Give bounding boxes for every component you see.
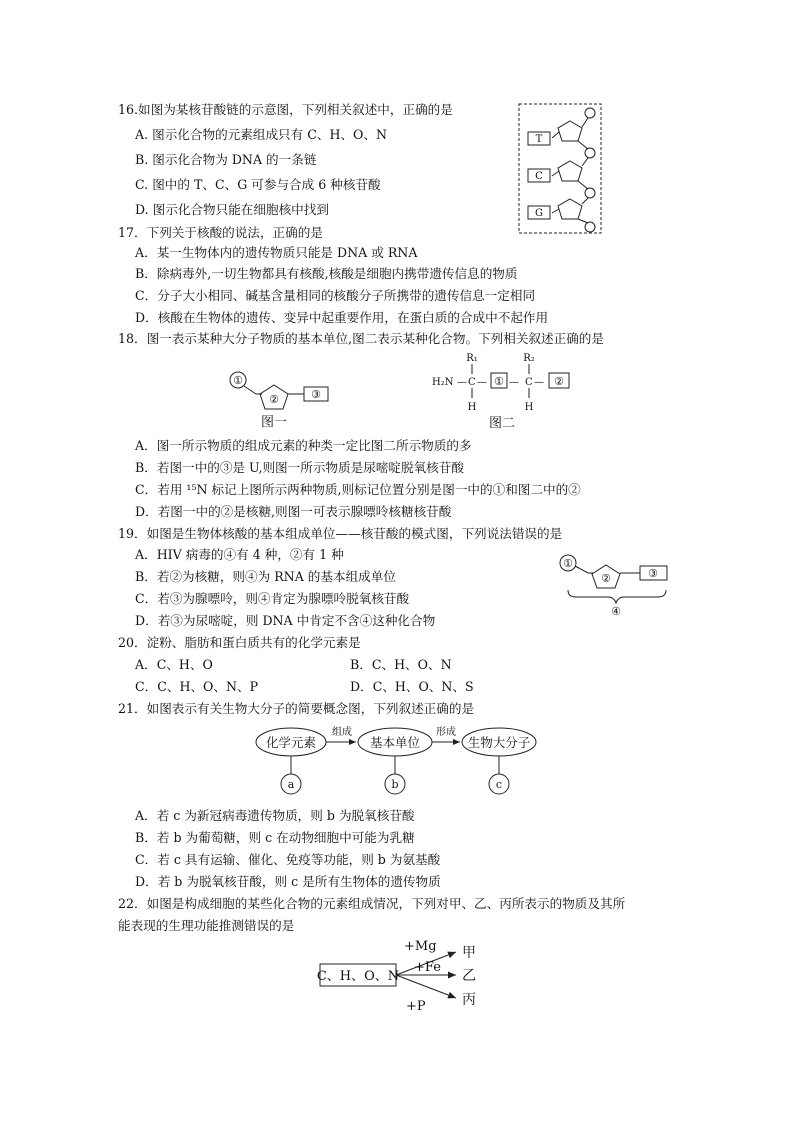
- q21-stem: 21．如图表示有关生物大分子的简要概念图，下列叙述正确的是: [118, 701, 475, 716]
- fig1-caption: 图一: [260, 415, 288, 430]
- plus-fe-label: +Fe: [414, 960, 441, 975]
- q16-nucleotide-chain-figure: [518, 103, 604, 235]
- q19-option-c: C．若③为腺嘌呤，则④肯定为腺嘌呤脱氧核苷酸: [135, 591, 410, 606]
- yi-label: 乙: [462, 968, 476, 984]
- h-label-2: H: [524, 402, 534, 413]
- q17-stem: 17．下列关于核酸的说法，正确的是: [118, 225, 323, 240]
- base-c-label: C: [535, 171, 543, 182]
- q19-option-a: A．HIV 病毒的④有 4 种，②有 1 种: [135, 547, 344, 562]
- fig2-square-1: ①: [494, 375, 504, 388]
- circle-b: b: [391, 778, 399, 791]
- q19-nucleotide-figure: [558, 553, 674, 619]
- q22-element-figure: [318, 938, 488, 1016]
- plus-mg-label: +Mg: [404, 939, 437, 954]
- q16-option-b: B. 图示化合物为 DNA 的一条链: [135, 152, 317, 167]
- q18-option-b: B．若图一中的③是 U,则图一所示物质是尿嘧啶脱氧核苷酸: [135, 460, 464, 475]
- fig3-brace-4: ④: [611, 605, 621, 618]
- carbon-1: C: [468, 377, 476, 388]
- q20-option-d: D．C、H、O、N、S: [350, 679, 474, 694]
- r2-label: R₂: [523, 353, 535, 364]
- q17-option-b: B．除病毒外,一切生物都具有核酸,核酸是细胞内携带遗传信息的物质: [135, 266, 518, 281]
- bing-label: 丙: [462, 992, 476, 1008]
- q21-option-d: D．若 b 为脱氧核苷酸，则 c 是所有生物体的遗传物质: [135, 874, 441, 889]
- node-macromolecule: 生物大分子: [467, 735, 531, 750]
- q17-option-c: C．分子大小相同、碱基含量相同的核酸分子所携带的遗传信息一定相同: [135, 288, 536, 303]
- fig3-rect-3: ③: [648, 567, 658, 580]
- q18-stem: 18．图一表示某种大分子物质的基本单位,图二表示某种化合物。下列相关叙述正确的是: [118, 331, 604, 346]
- q21-option-c: C．若 c 具有运输、催化、免疫等功能，则 b 为氨基酸: [135, 852, 441, 867]
- circle-a: a: [287, 778, 295, 791]
- fig3-pentagon-2: ②: [601, 572, 611, 585]
- bond-3: —: [509, 377, 519, 388]
- element-box-label: C、H、O、N: [316, 969, 400, 984]
- q21-concept-map: [254, 722, 544, 798]
- bond-2: —: [477, 377, 487, 388]
- q18-option-c: C．若用 ¹⁵N 标记上图所示两种物质,则标记位置分别是图一中的①和图二中的②: [135, 482, 581, 497]
- bond-1: —: [457, 377, 467, 388]
- base-t-label: T: [535, 134, 543, 145]
- fig1-circle-1: ①: [233, 374, 243, 387]
- edge-compose-label: 组成: [332, 727, 352, 738]
- fig3-circle-1: ①: [563, 557, 573, 570]
- node-chemical-elements: 化学元素: [265, 735, 317, 750]
- circle-c: c: [495, 778, 503, 791]
- q18-option-a: A．图一所示物质的组成元素的种类一定比图二所示物质的多: [135, 438, 472, 453]
- plus-p-label: +P: [406, 999, 426, 1014]
- fig1-pentagon-2: ②: [269, 393, 279, 406]
- q22-stem-line-1: 22．如图是构成细胞的某些化合物的元素组成情况，下列对甲、乙、丙所表示的物质及其所: [118, 896, 626, 911]
- base-g-label: G: [535, 208, 543, 219]
- r1-label: R₁: [466, 353, 478, 364]
- q20-option-c: C．C、H、O、N、P: [135, 679, 259, 694]
- h-label-1: H: [467, 402, 477, 413]
- q17-option-a: A．某一生物体内的遗传物质只能是 DNA 或 RNA: [135, 245, 418, 260]
- q20-option-b: B．C、H、O、N: [350, 657, 452, 672]
- q22-stem-line-2: 能表现的生理功能推测错误的是: [118, 918, 295, 933]
- q19-stem: 19．如图是生物体核酸的基本组成单位——核苷酸的模式图，下列说法错误的是: [118, 526, 563, 541]
- node-basic-unit: 基本单位: [369, 735, 421, 750]
- q20-stem: 20．淀粉、脂肪和蛋白质共有的化学元素是: [118, 635, 361, 650]
- carbon-2: C: [525, 377, 533, 388]
- fig2-caption: 图二: [488, 416, 516, 431]
- q21-option-a: A．若 c 为新冠病毒遗传物质，则 b 为脱氧核苷酸: [135, 808, 415, 823]
- q16-option-c: C. 图中的 T、C、G 可参与合成 6 种核苷酸: [135, 177, 381, 192]
- bond-4: —: [534, 377, 544, 388]
- q18-option-d: D．若图一中的②是核糖,则图一可表示腺嘌呤核糖核苷酸: [135, 504, 452, 519]
- q21-option-b: B．若 b 为葡萄糖，则 c 在动物细胞中可能为乳糖: [135, 830, 415, 845]
- edge-form-label: 形成: [436, 727, 456, 738]
- q19-option-d: D．若③为尿嘧啶，则 DNA 中肯定不含④这种化合物: [135, 613, 436, 628]
- fig1-rect-3: ③: [311, 388, 321, 401]
- fig2-square-2: ②: [554, 375, 564, 388]
- q18-figure-1: [228, 370, 338, 430]
- q17-option-d: D．核酸在生物体的遗传、变异中起重要作用，在蛋白质的合成中不起作用: [135, 310, 549, 325]
- q16-option-a: A. 图示化合物的元素组成只有 C、H、O、N: [135, 127, 387, 142]
- jia-label: 甲: [462, 945, 476, 961]
- q16-stem: 16.如图为某核苷酸链的示意图，下列相关叙述中，正确的是: [118, 102, 453, 117]
- q18-figure-2: [430, 350, 580, 430]
- h2n-label: H₂N: [432, 377, 454, 388]
- q16-option-d: D. 图示化合物只能在细胞核中找到: [135, 202, 329, 217]
- q20-option-a: A．C、H、O: [135, 657, 213, 672]
- q19-option-b: B．若②为核糖，则④为 RNA 的基本组成单位: [135, 569, 396, 584]
